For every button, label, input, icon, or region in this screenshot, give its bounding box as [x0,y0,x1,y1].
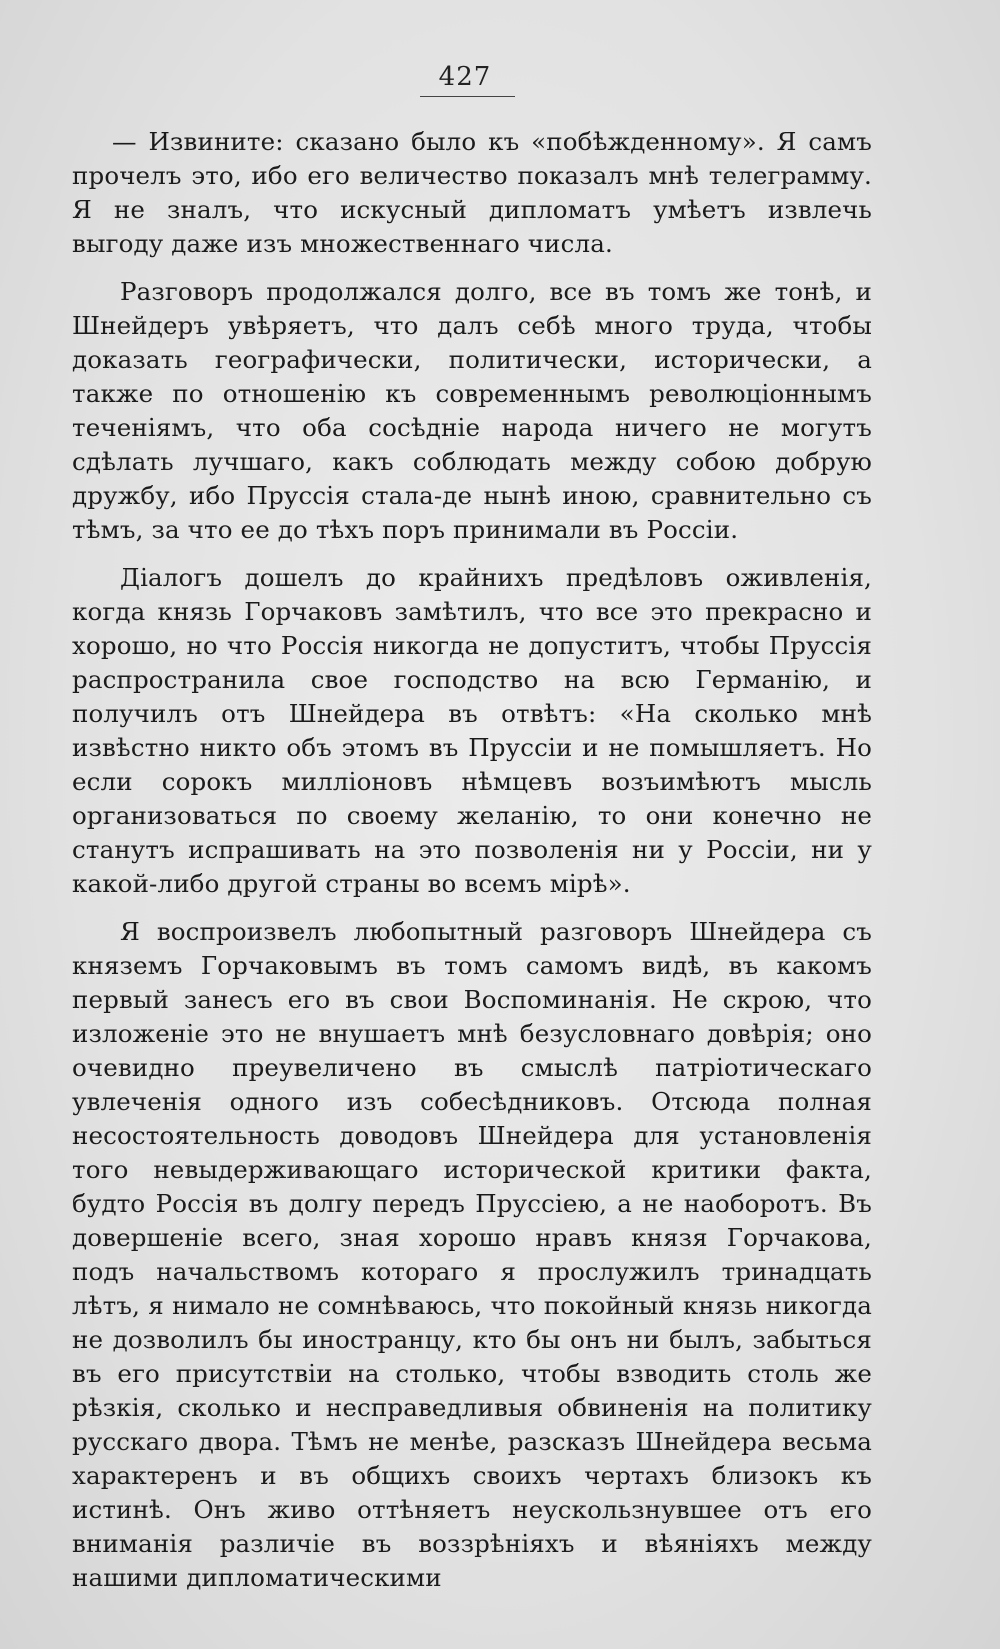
page-number: 427 [438,62,492,92]
paragraph-1: — Извините: сказано было къ «побѣжденному». Я самъ прочелъ это, ибо его величество показалъ мнѣ телеграмму. Я не зналъ, что искусный дипломатъ умѣетъ извлечь выгоду даже изъ множественнаго числа. [72,127,872,258]
paragraph-4: Я воспроизвелъ любопытный разговоръ Шнейдера съ княземъ Горчаковымъ въ томъ самомъ видѣ, въ какомъ первый занесъ его въ свои Воспоминанія. Не скрою, что изложеніе это не внушаетъ мнѣ безусловнаго довѣрія; оно очевидно преувеличено въ смыслѣ патріотическаго увлеченія одного изъ собесѣдниковъ. Отсюда полная несостоятельность доводовъ Шнейдера для установленія того невыдерживающаго исторической критики факта, будто Россія въ долгу передъ Пруссіею, а не наоборотъ. Въ довершеніе всего, зная хорошо нравъ князя Горчакова, подъ начальствомъ котораго я прослужилъ тринадцать лѣтъ, я нимало не сомнѣваюсь, что покойный князь никогда не дозволилъ бы иностранцу, кто бы онъ ни былъ, забыться въ его присутствіи на столько, чтобы взводить столь же рѣзкія, сколько и несправедливыя обвиненія на политику русскаго двора. Тѣмъ не менѣе, разсказъ Шнейдера весьма характеренъ и въ общихъ своихъ чертахъ близокъ къ истинѣ. Онъ живо оттѣняетъ неускользнувшее отъ его вниманія различіе въ воззрѣніяхъ и вѣяніяхъ между нашими дипломатическими [72,917,872,1592]
body-text [72,125,872,1609]
paragraph-2: Разговоръ продолжался долго, все въ томъ же тонѣ, и Шнейдеръ увѣряетъ, что далъ себѣ много труда, чтобы доказать географически, политически, исторически, а также по отношенію къ современнымъ революціоннымъ теченіямъ, что оба сосѣдніе народа ничего не могутъ сдѣлать лучшаго, какъ соблюдать между собою добрую дружбу, ибо Пруссія стала-де нынѣ иною, сравнительно съ тѣмъ, за что ее до тѣхъ поръ принимали въ Россіи. [72,277,872,544]
page-number-rule [420,96,515,97]
paragraph-3: Діалогъ дошелъ до крайнихъ предѣловъ оживленія, когда князь Горчаковъ замѣтилъ, что все это прекрасно и хорошо, но что Россія никогда не допуститъ, чтобы Пруссія распространила свое господство на всю Германію, и получилъ отъ Шнейдера въ отвѣтъ: «На сколько мнѣ извѣстно никто объ этомъ въ Пруссіи и не помышляетъ. Но если сорокъ милліоновъ нѣмцевъ возъимѣютъ мысль организоваться по своему желанію, то они конечно не станутъ испрашивать на это позволенія ни у Россіи, ни у какой-либо другой страны во всемъ мірѣ». [72,563,872,898]
